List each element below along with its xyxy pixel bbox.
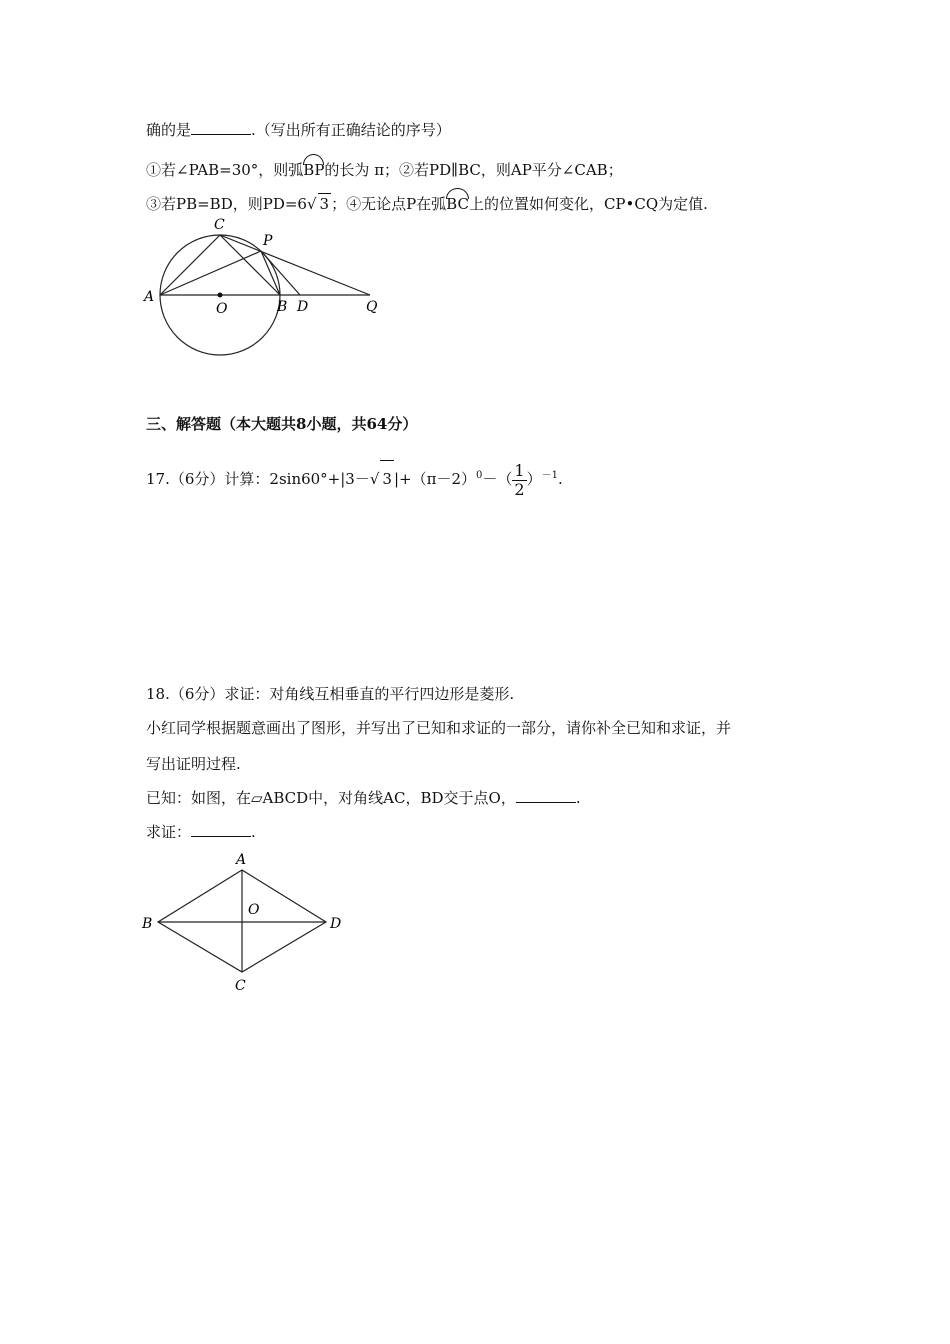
q18-prove: 求证： . — [146, 823, 256, 841]
prove-blank[interactable] — [191, 822, 251, 837]
circle-figure — [138, 215, 398, 365]
label-b-q18: B — [142, 916, 153, 932]
label-p: P — [263, 233, 273, 249]
q18-desc-2: 写出证明过程. — [146, 755, 241, 773]
arc-bp: BP — [303, 154, 324, 180]
q17: 17.（6分）计算：2sin60°+|3－√ 3 $|+(\pi-2)^0-$（ $\frac{1}{2}$ ）$^{-1}$. — [146, 460, 563, 499]
sqrt-3-q17: 3 — [380, 460, 394, 497]
q18-known: 已知：如图，在▱ABCD中，对角线AC，BD交于点O， . — [146, 789, 581, 807]
label-c: C — [214, 217, 225, 233]
q16-statement-1-2: ①若∠PAB=30°，则弧BP的长为 π；②若PD∥BC，则AP平分∠CAB； — [146, 154, 623, 180]
point-o — [218, 293, 223, 298]
rhombus-figure — [138, 848, 358, 996]
label-q: Q — [366, 299, 378, 315]
q18-desc-1: 小红同学根据题意画出了图形，并写出了已知和求证的一部分，请你补全已知和求证，并 — [146, 719, 732, 737]
label-d: D — [297, 299, 309, 315]
fraction-half: $\frac{1}{2}$ — [514, 460, 525, 499]
label-d-q18: D — [330, 916, 342, 932]
label-o-q18: O — [248, 902, 260, 918]
section-title: 三、解答题（本大题共8小题，共64分） — [146, 415, 418, 433]
segment-ap — [160, 251, 261, 295]
label-c-q18: C — [235, 978, 246, 994]
segment-cq — [220, 235, 370, 295]
sqrt-3: 3 — [319, 195, 330, 213]
q18-title: 18.（6分）求证：对角线互相垂直的平行四边形是菱形. — [146, 685, 515, 703]
label-a-q18: A — [236, 852, 247, 868]
arc-bc: BC — [446, 188, 469, 214]
label-a: A — [144, 289, 155, 305]
q16-statement-3-4: ③若PB=BD，则PD=6√ 3 ；④无论点P在弧BC上的位置如何变化，CP•CQ为定值. — [146, 188, 708, 214]
known-blank[interactable] — [516, 788, 576, 803]
label-b: B — [277, 299, 288, 315]
q16-prompt: 确的是 .（写出所有正确结论的序号） — [146, 121, 451, 139]
label-o: O — [216, 301, 228, 317]
answer-blank[interactable] — [191, 120, 251, 135]
segment-pd — [261, 251, 300, 295]
segment-ac — [160, 235, 220, 295]
